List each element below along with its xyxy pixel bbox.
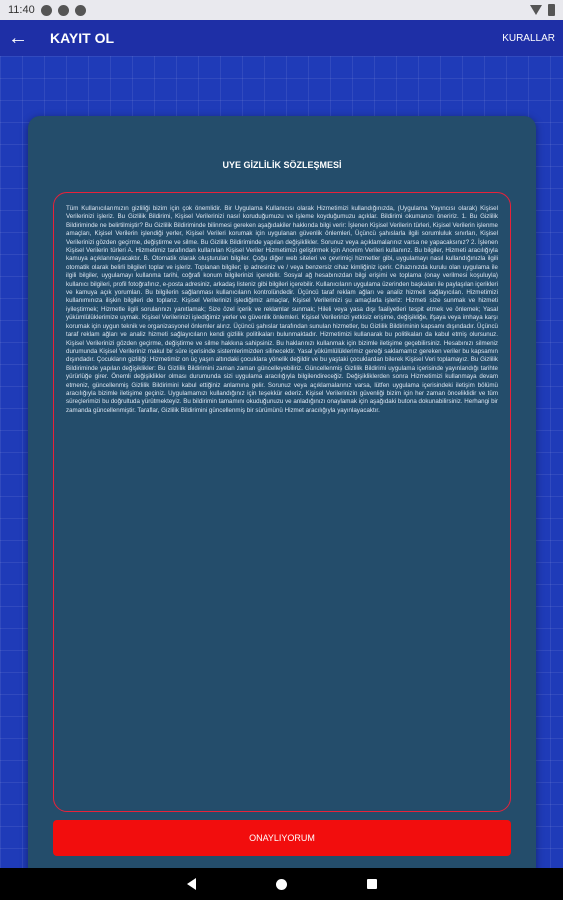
rules-button[interactable]: KURALLAR <box>502 32 555 44</box>
nav-recent-icon[interactable] <box>367 879 377 889</box>
status-time: 11:40 <box>8 4 35 16</box>
arrow-left-icon: ← <box>8 26 28 49</box>
agreement-text: Tüm Kullanıcılarımızın gizliliği bizim için çok önemlidir. Bir Uygulama Kullanıcısı olarak Hizmetimizi kullandığınızda, (Uygulama Yayıncısı olarak) Kişisel Verilerinizi işleriz. Bu Gizlilik Bildirimi, Kişisel Verilerinizi nasıl koruduğumuzu ve işleme koyduğumuzu açıklar. Bildirimi okumanızı öneririz. 1. Bu Gizlilik Bildiriminde ne belirtilmiştir? Bu Gizlilik Bildiriminde bilinmesi gereken aşağıdakiler hakkında bilgi verir: İşlenen Kişisel Verilerin türleri, Kişisel Verilerin işlenme amaçları, Kişisel Verilerin işlendiği yerler, Kişisel Verileri korumak için uygulanan güvenlik önlemleri, Üçüncü şahıslarla ilgili sorumluluk sınırları, Kişisel Verilerinizi gözden geçirme, değiştirme ve silme. Bu Gizlilik Bildiriminde yapılan değişiklikler. Sorunuz veya açıklamalarınız varsa ne yapacaksınız? 2. İşlenen Kişisel Verilerin türleri A. Hizmetimiz tarafından kullanılan Kişisel Veriler Hizmetimizi geliştirmek için Anonim Verileri kullanırız. Bu bilgiler, Hizmeti aracılığıyla kamuya açıklanmayacaktır. B. Otomatik olarak oluşturulan bilgiler. Çoğu diğer web siteleri ve çevrimiçi hizmetler gibi, uygulamayı nasıl kullandığınızla ilgili otomatik olarak belirli bilgileri toplar ve işleriz. Toplanan bilgiler; ip adresiniz ve / veya benzersiz cihaz kimliğiniz içerir. Cihazınızda kurulu olan uygulama ile ilgili bilgiler, uygulamayı kullanma tarihi, coğrafi konum bilgilerinizi içerebilir. Sosyal ağ hesabınızdan bilgi erişimi ve toplama (onay verilmesi koşuluyla) kullanıcı bilgileri, profil fotoğrafınız, e-posta adresiniz, arkadaş listeniz gibi bilgileri içerebilir. Kullanıcıların uygulama üzerinden başkaları ile paylaşılan içerikleri ve kamuya açık yorumları. Bu bilgilerin sağlanması kullanıcıların kontrolündedir. Üçüncü taraf reklam ağları ve analiz hizmeti sağlayıcıları. Hizmetimizi kullanımınıza ilişkin bilgileri de toplarız. Kişisel Verilerinizi işlediğimiz amaçlar, Kişisel Verilerinizi şu amaçlarla işleriz: Hizmeti size sunmak ve hizmeti iyileştirmek; Hizmetle ilgili sorularınızı yanıtlamak; Size özel içerik ve reklamlar sunmak; Hileli veya yasa dışı faaliyetleri tespit etmek ve önlemek; Yasal yükümlülüklerimize uymak. Kişisel Verilerinizi işlediğimiz yerler ve güvenlik önlemleri. Kişisel Verilerinizi yetkisiz erişime, değişikliğe, ifşaya veya imhaya karşı korumak için uygun teknik ve organizasyonel önlemler alırız. Üçüncü şahıslar tarafından sunulan hizmetler, bu Gizlilik Bildiriminin kapsamı dışındadır. Üçüncü taraf reklam ağları ve analiz hizmeti sağlayıcıların kendi gizlilik politikaları bulunmaktadır. Hizmetimizi kullanarak bu politikaları da kabul etmiş olursunuz. Kişisel Verilerinizi gözden geçirme, değiştirme ve silme hakkına sahipsiniz. Bu haklarınızı kullanmak için bizimle iletişime geçebilirsiniz. Hesabınızı silmeniz durumunda Kişisel Verileriniz makul bir süre içerisinde sistemlerimizden silinecektir. Yasal yükümlülüklerimiz gereği saklamamız gereken veriler bu kapsamın dışındadır. Çocukların gizliliği: Hizmetimiz on üç yaşın altındaki çocuklara yönelik değildir ve bu yaştaki çocuklardan bilerek Kişisel Veri toplamayız. Bu Gizlilik Bildiriminde yapılan değişiklikler: Bu Gizlilik Bildirimini zaman zaman güncelleyebiliriz. Güncellenmiş Gizlilik Bildirimi uygulama içerisinde yayınlandığı tarihte yürürlüğe girer. Önemli değişiklikler olması durumunda sizi uygulama aracılığıyla bilgilendireceğiz. Değişikliklerden sonra Hizmetimizi kullanmaya devam etmeniz, güncellenmiş Gizlilik Bildirimini kabul ettiğiniz anlamına gelir. Sorunuz veya açıklamalarınız varsa, lütfen uygulama içerisindeki iletişim bölümü aracılığıyla bizimle iletişime geçiniz. Uygulamamızı kullandığınız için teşekkür ederiz. Kişisel Verilerinizin güvenliği bizim için her zaman önceliklidir ve tüm süreçlerimizi bu doğrultuda yürütmekteyiz. Bu bildirimin tamamını okuduğunuzu ve anladığınızı onaylamak için aşağıdaki butona dokunabilirsiniz. Herhangi bir zamanda güncellenmiştir. Taraflar, Gizlilik Bildirimini güncellenmiş bir sürümünü Hizmet aracılığıyla yayınlayacaktır. <box>66 205 498 414</box>
confirm-button[interactable]: ONAYLIYORUM <box>53 820 511 856</box>
nav-back-icon[interactable] <box>187 878 196 890</box>
dots-icon <box>58 5 69 16</box>
status-bar <box>0 0 563 20</box>
nav-home-icon[interactable] <box>276 879 287 890</box>
battery-icon <box>548 4 555 16</box>
back-button[interactable] <box>0 20 36 56</box>
privacy-dialog <box>28 116 536 880</box>
system-nav-bar <box>0 868 563 900</box>
wifi-icon <box>530 5 542 15</box>
agreement-scroll-box[interactable] <box>53 192 511 812</box>
mail-icon <box>41 5 52 16</box>
app-bar <box>0 20 563 56</box>
page-title: KAYIT OL <box>50 30 115 46</box>
dialog-title: UYE GİZLİLİK SÖZLEŞMESİ <box>222 160 342 170</box>
play-icon <box>75 5 86 16</box>
background-area <box>0 56 563 868</box>
